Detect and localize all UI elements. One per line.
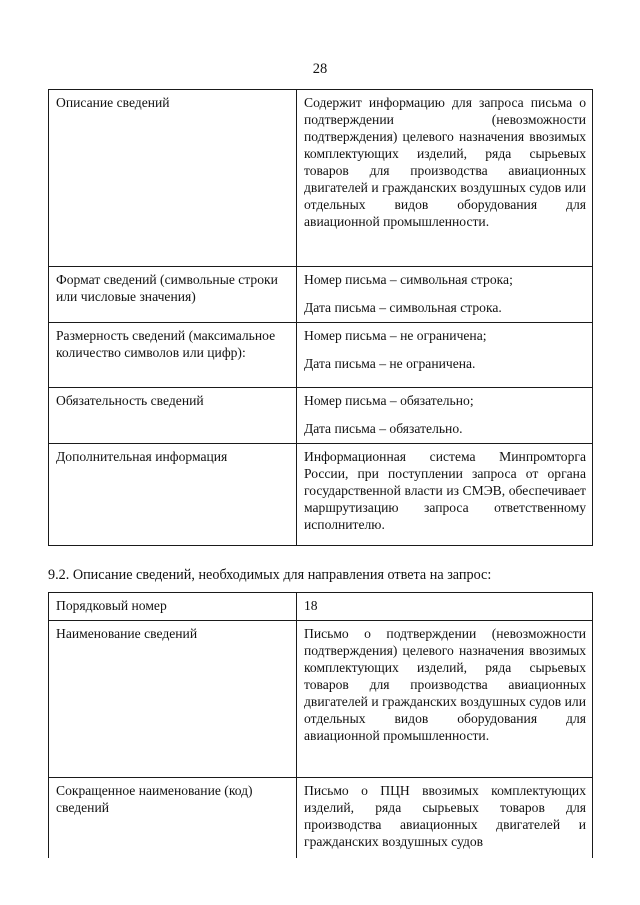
table-row bbox=[49, 267, 593, 323]
value-text: Номер письма – обязательно; bbox=[304, 393, 474, 408]
row-label: Обязательность сведений bbox=[49, 388, 297, 444]
value-text: Дата письма – не ограничена. bbox=[304, 356, 476, 371]
row-label: Дополнительная информация bbox=[49, 444, 297, 546]
table-row bbox=[49, 90, 593, 267]
table-row bbox=[49, 593, 593, 621]
row-value bbox=[297, 90, 593, 267]
value-text: Письмо о ПЦН ввозимых комплектующих изделий, ряда сырьевых товаров для производства авиационных двигателей и гражданских воздушных судов bbox=[304, 783, 586, 849]
table-row bbox=[49, 444, 593, 546]
value-text: Письмо о подтверждении (невозможности подтверждения) целевого назначения ввозимых комплектующих изделий, ряда сырьевых товаров для производства авиационных двигателей и гражданских воздушных судов или отдельных видов оборудования для авиационной промышленности. bbox=[304, 626, 586, 743]
value-text: Дата письма – символьная строка. bbox=[304, 300, 502, 315]
table-row bbox=[49, 388, 593, 444]
value-text: Номер письма – символьная строка; bbox=[304, 272, 513, 287]
table-row bbox=[49, 323, 593, 388]
table-row bbox=[49, 621, 593, 778]
response-info-table bbox=[48, 592, 593, 858]
row-label: Формат сведений (символьные строки или числовые значения) bbox=[49, 267, 297, 323]
row-value bbox=[297, 593, 593, 621]
table-row bbox=[49, 778, 593, 858]
value-text: Дата письма – обязательно. bbox=[304, 421, 463, 436]
row-value bbox=[297, 621, 593, 778]
value-text: 18 bbox=[304, 598, 318, 613]
row-label: Порядковый номер bbox=[49, 593, 297, 621]
row-label: Размерность сведений (максимальное количество символов или цифр): bbox=[49, 323, 297, 388]
section-heading: 9.2. Описание сведений, необходимых для направления ответа на запрос: bbox=[48, 567, 492, 583]
row-value bbox=[297, 388, 593, 444]
row-value bbox=[297, 267, 593, 323]
value-text: Номер письма – не ограничена; bbox=[304, 328, 487, 343]
request-info-table bbox=[48, 89, 593, 546]
value-text: Содержит информацию для запроса письма о подтверждении (невозможности подтверждения) целевого назначения ввозимых комплектующих изделий, ряда сырьевых товаров для производства авиационных двигателей и гражданских воздушных судов или отдельных видов оборудования для авиационной промышленности. bbox=[304, 95, 586, 229]
page-number: 28 bbox=[312, 61, 328, 77]
row-value bbox=[297, 323, 593, 388]
row-value bbox=[297, 444, 593, 546]
row-value bbox=[297, 778, 593, 858]
value-text: Информационная система Минпромторга России, при поступлении запроса от органа государственной власти из СМЭВ, обеспечивает маршрутизацию запроса ответственному исполнителю. bbox=[304, 449, 586, 532]
row-label: Наименование сведений bbox=[49, 621, 297, 778]
row-label: Сокращенное наименование (код) сведений bbox=[49, 778, 297, 858]
row-label: Описание сведений bbox=[49, 90, 297, 267]
